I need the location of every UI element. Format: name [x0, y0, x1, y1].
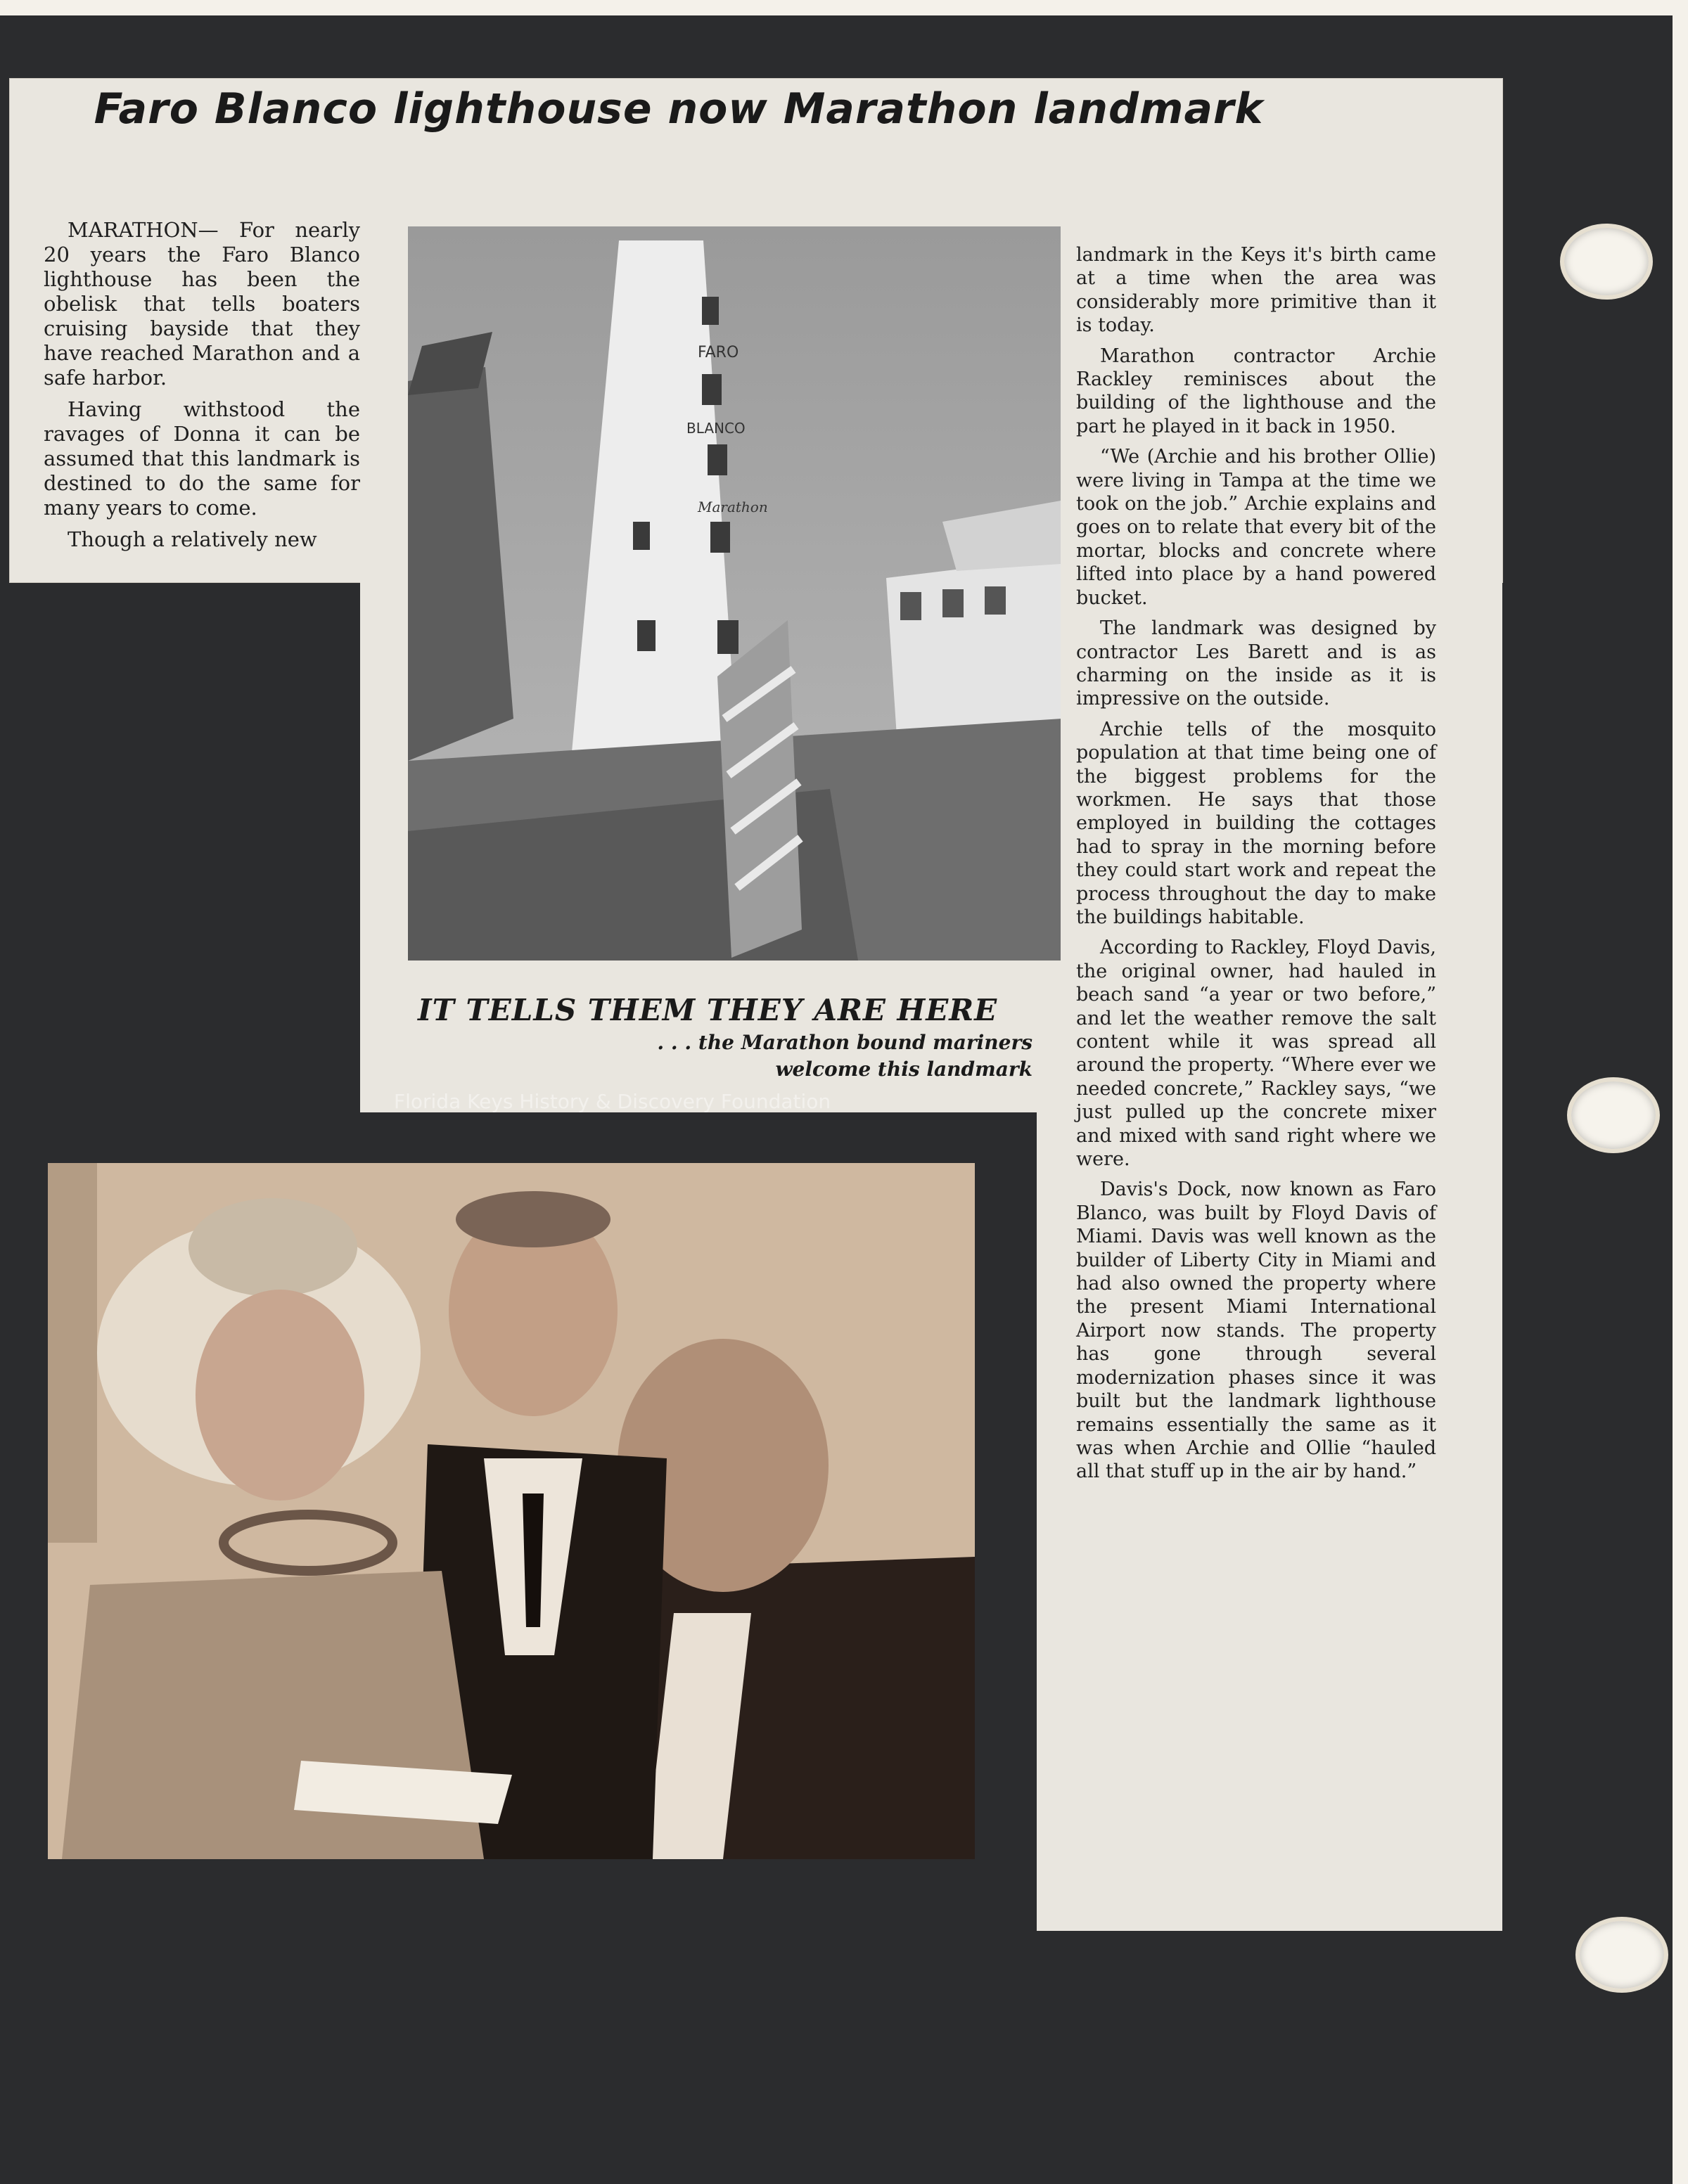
right-paragraph-5: Archie tells of the mosquito population at that time being one of the biggest problems for the workmen. He says that those employed in building the cottages had to spray in the morning before they could start work and repeat the process throughout the day to make the buildings habitable.	[1076, 718, 1436, 928]
lighthouse-scene	[408, 226, 1061, 961]
article-headline: Faro Blanco lighthouse now Marathon landmark	[94, 84, 1264, 134]
right-column	[1076, 243, 1436, 1491]
page-right-edge	[1673, 0, 1688, 2184]
right-paragraph-6: According to Rackley, Floyd Davis, the original owner, had hauled in beach sand “a year or two before,” and let the weather remove the salt content while it was spread all around the property. “Where ever we needed concrete,” Rackley says, “we just pulled up the concrete mixer and mixed with sand right where we were.	[1076, 937, 1436, 1171]
lighthouse-photo	[408, 226, 1061, 961]
woman-head	[196, 1290, 364, 1501]
portrait-scene	[48, 1163, 975, 1859]
lighthouse-sign-blanco: BLANCO	[686, 420, 746, 437]
photo-caption-title: IT TELLS THEM THEY ARE HERE	[418, 993, 998, 1027]
portrait-photo	[48, 1163, 975, 1859]
binder-hole-bottom	[1575, 1917, 1668, 1993]
page-top-edge	[0, 0, 1688, 15]
right-paragraph-7: Davis's Dock, now known as Faro Blanco, was built by Floyd Davis of Miami. Davis was well known as the builder of Liberty City in Miami and had also owned the property where the present Miami International Airport now stands. The property has gone through several modernization phases since it was built but the landmark lighthouse remains essentially the same as it was when Archie and Ollie “hauled all that stuff up in the air by hand.”	[1076, 1178, 1436, 1483]
binder-hole-middle	[1567, 1077, 1660, 1153]
photo-caption-line-1: . . . the Marathon bound mariners	[657, 1031, 1032, 1054]
lighthouse-sign-marathon: Marathon	[698, 499, 768, 515]
left-paragraph-3: Though a relatively new	[68, 527, 317, 551]
lighthouse-sign-faro: FARO	[698, 344, 739, 361]
right-paragraph-2: Marathon contractor Archie Rackley reminisces about the building of the lighthouse and the part he played in it back in 1950.	[1076, 345, 1436, 437]
watermark: Florida Keys History & Discovery Foundation	[394, 1090, 831, 1113]
right-paragraph-1: landmark in the Keys it's birth came at a time when the area was considerably more primitive than it is today.	[1076, 244, 1436, 337]
binder-hole-top	[1560, 224, 1653, 300]
left-paragraph-2: Having withstood the ravages of Donna it can be assumed that this landmark is destined to do the same for many years to come.	[44, 397, 360, 520]
photo-caption-line-2: welcome this landmark	[775, 1058, 1032, 1081]
left-paragraph-1: MARATHON— For nearly 20 years the Faro Blanco lighthouse has been the obelisk that tells boaters cruising bayside that they have reached Marathon and a safe harbor.	[44, 218, 360, 390]
right-paragraph-4: The landmark was designed by contractor Les Barett and is as charming on the inside as it is impressive on the outside.	[1076, 617, 1436, 710]
right-paragraph-3: “We (Archie and his brother Ollie) were living in Tampa at the time we took on the job.” Archie explains and goes on to relate that every bit of the mortar, blocks and concrete where lifted into place by a hand powered bucket.	[1076, 446, 1436, 609]
left-column	[44, 218, 360, 559]
